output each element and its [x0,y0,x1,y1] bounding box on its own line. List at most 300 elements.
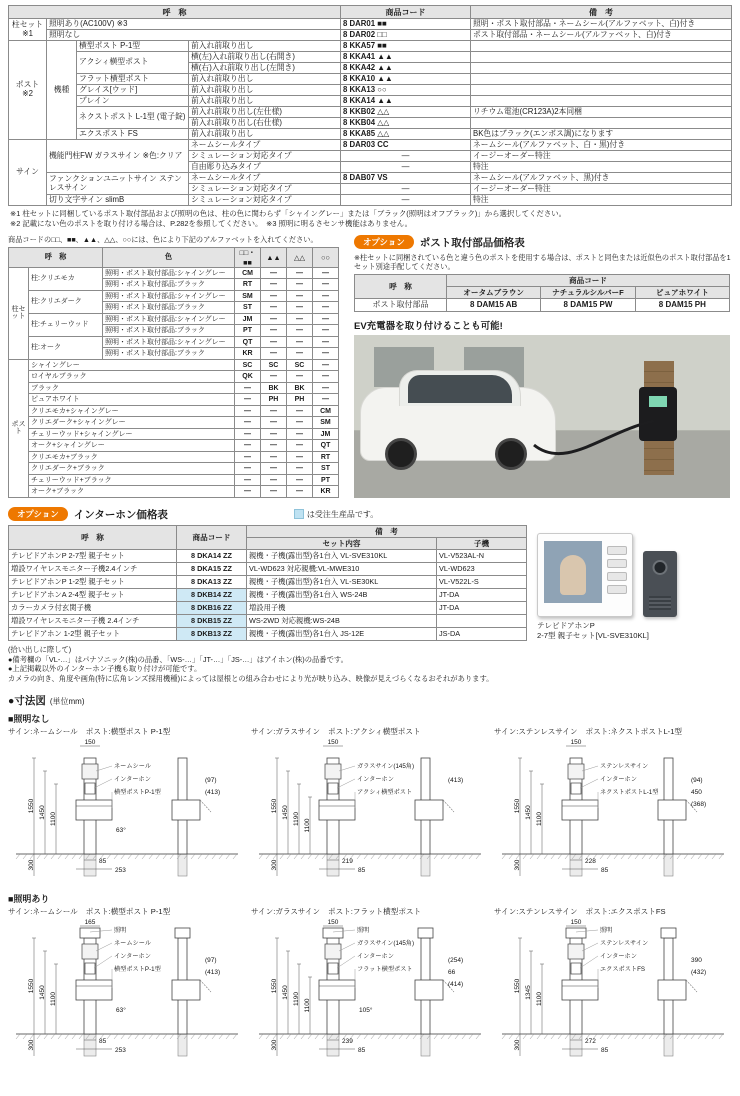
svg-text:インターホン: インターホン [600,953,637,961]
table-cell: シミュレーション対応タイプ [189,151,341,162]
interphone-table [8,525,527,641]
spec-row [9,52,732,63]
table-cell: ― [235,463,261,475]
table-cell: QT [235,336,261,348]
doorphone-monitor-image [537,533,633,617]
option-badge: オプション [354,235,414,249]
table-cell: VL-WD623 [437,562,527,575]
table-cell: エクスポスト FS [77,129,189,140]
table-cell: テレビドアホンP 2-7型 親子セット [9,549,177,562]
table-cell: ― [235,417,261,429]
post-dimension-drawing [494,918,732,1068]
spec-row [9,85,732,96]
parts-color-ab: オータムブラウン [447,286,541,298]
table-cell: ― [313,382,339,394]
table-cell: 8 DAB07 VS [341,173,471,184]
svg-text:450: 450 [691,789,702,797]
table-cell: SM [313,417,339,429]
svg-text:63°: 63° [116,827,126,835]
camera-lens [653,560,668,575]
table-cell: クリエダーク+シャイングレー [29,417,235,429]
option-parts-block [354,235,732,498]
table-cell: ― [261,474,287,486]
parts-row-label: ポスト取付部品 [355,298,447,311]
note-line: ●上記掲載以外のインターホン子機も取り付けが可能です。 [8,664,202,674]
caption-sign: サイン:ネームシール [8,907,78,917]
table-cell: 8 KKB04 △△ [341,118,471,129]
table-cell: カラーカメラ付玄関子機 [9,601,177,614]
table-cell: 8 KKB02 △△ [341,107,471,118]
svg-text:1100: 1100 [304,998,311,1013]
iph-header-sub: 子機 [437,537,527,549]
table-cell: ― [287,336,313,348]
table-cell: フラット横型ポスト [77,74,189,85]
table-cell: テレビドアホンP 1-2型 親子セット [9,575,177,588]
diagram-caption [8,726,246,737]
interphone-header-row [9,525,527,537]
table-cell: ― [341,162,471,173]
diagram-caption [494,726,732,737]
table-cell: ファンクションユニットサイン ステンレスサイン [47,173,189,195]
table-cell: シミュレーション対応タイプ [189,195,341,206]
svg-text:1450: 1450 [525,805,532,820]
door-station-image [643,551,677,617]
svg-text:300: 300 [514,1039,521,1051]
interphone-photo-caption [537,621,732,641]
table-cell: 8 KKA10 ▲▲ [341,74,471,85]
table-cell: BK色はブラック(エンボス調)になります [471,129,732,140]
table-cell [471,41,732,52]
car-cabin [399,370,521,406]
svg-text:150: 150 [570,739,582,747]
group-label-with-light: ■照明あり [8,894,50,905]
color-row [9,428,339,440]
spec-header-remarks: 備 考 [471,6,732,19]
table-cell [471,52,732,63]
color-table-intro: 商品コードの□□、■■、▲▲、△△、○○には、色により下記のアルファベットを入れてください。 [8,234,318,244]
svg-text:照明: 照明 [357,927,370,935]
spec-row [9,96,732,107]
table-cell: 照明・ポスト取付部品:シャイングレー [103,290,235,302]
dimension-diagram [251,906,489,1068]
table-cell: 親機・子機(露出型)各1台入 VL-SVE310KL [247,549,437,562]
ev-charger-photo [354,335,730,498]
spec-row [9,74,732,85]
svg-text:(254): (254) [448,957,464,965]
caption-sign: サイン:ステンレスサイン [494,727,578,737]
svg-text:(368): (368) [691,801,707,809]
caption-sign: サイン:ガラスサイン [251,727,321,737]
svg-text:150: 150 [327,919,339,927]
svg-text:300: 300 [514,859,521,871]
table-cell [471,96,732,107]
table-cell: RT [313,451,339,463]
spec-row [9,41,732,52]
monitor-buttons [607,546,627,602]
svg-text:390: 390 [691,957,702,965]
option-parts-title: ポスト取付部品価格表 [419,236,525,249]
color-header-tri2: △△ [287,247,313,267]
visitor-silhouette [560,555,586,595]
diagram-row-no-light [8,726,732,888]
order-color-swatch [294,509,304,519]
svg-text:アクシィ横型ポスト: アクシィ横型ポスト [357,789,413,797]
table-cell: 親機・子機(露出型)各1台入 WS-24B [247,588,437,601]
svg-text:エクスポストFS: エクスポストFS [600,966,645,974]
table-cell: ― [313,359,339,371]
footnote-2: ※2 記載にない色のポストを取り付ける場合は、P.282を参照してください。 ※3 照明に明るさセンサ機能はありません。 [10,218,412,228]
svg-text:1550: 1550 [271,798,278,814]
table-cell: VL-V522L-S [437,575,527,588]
table-cell: ― [313,325,339,337]
color-header-tri: ▲▲ [261,247,287,267]
caption-post: ポスト:アクシィ横型ポスト [328,727,421,737]
table-cell: ネームシールタイプ [189,173,341,184]
table-cell: SC [235,359,261,371]
table-cell: 機能門柱FW ガラスサイン ※色:クリア [47,140,189,173]
iph-header-remarks: 備 考 [247,525,527,537]
svg-text:ステンレスサイン: ステンレスサイン [600,763,649,771]
parts-code-ab: 8 DAM15 AB [447,298,541,311]
table-cell: JT-DA [437,601,527,614]
table-cell: 8 DKA13 ZZ [177,575,247,588]
interphone-row [9,627,527,640]
table-cell [471,85,732,96]
table-cell: 8 KKA57 ■■ [341,41,471,52]
table-cell: ― [261,451,287,463]
table-cell [437,614,527,627]
iph-header-name: 呼 称 [9,525,177,549]
svg-text:272: 272 [585,1038,596,1046]
car-wheel [385,438,417,470]
spec-row [9,129,732,140]
table-cell: オーク+シャイングレー [29,440,235,452]
table-cell: ― [261,463,287,475]
table-cell: CM [313,405,339,417]
svg-text:85: 85 [358,1047,366,1055]
caption-post: ポスト:横型ポスト P-1型 [85,907,171,917]
svg-text:63°: 63° [116,1007,126,1015]
interphone-row [9,614,527,627]
svg-text:ガラスサイン(145角): ガラスサイン(145角) [357,940,415,948]
post-dimension-drawing [8,738,246,888]
table-cell: ― [235,440,261,452]
table-cell: ― [261,302,287,314]
table-cell: ― [313,290,339,302]
table-cell: JM [313,428,339,440]
table-cell: 柱:クリエモカ [29,267,103,290]
dimension-diagram [494,906,732,1068]
table-cell: PT [313,474,339,486]
interphone-row [9,601,527,614]
table-cell: ― [313,348,339,360]
svg-text:66: 66 [448,969,456,977]
table-cell: 柱:オーク [29,336,103,359]
parts-code-ph: 8 DAM15 PH [635,298,729,311]
table-cell: クリエダーク+ブラック [29,463,235,475]
color-row [9,474,339,486]
svg-text:1450: 1450 [282,805,289,820]
svg-text:150: 150 [570,919,582,927]
table-cell: 横(左)入れ前取り出し(右開き) [189,52,341,63]
svg-text:300: 300 [271,1039,278,1051]
color-row [9,440,339,452]
table-cell: ポスト取付部品・ネームシール(アルファベット、白)付き [471,30,732,41]
table-cell: ― [287,440,313,452]
dimension-diagram [494,726,732,888]
svg-text:85: 85 [601,1047,609,1055]
table-cell: 8 DKB13 ZZ [177,627,247,640]
spec-row [9,173,732,184]
table-cell: KR [313,486,339,498]
ev-note: EV充電器を取り付けることも可能! [354,320,503,332]
dimension-diagram [251,726,489,888]
table-cell: ポスト ※2 [9,41,47,140]
table-cell: 柱:クリエダーク [29,290,103,313]
color-row [9,359,339,371]
interphone-section [8,507,732,684]
table-cell: ― [235,428,261,440]
caption-post: ポスト:ネクストポストL-1型 [585,727,683,737]
svg-text:85: 85 [601,867,609,875]
svg-text:1190: 1190 [293,992,300,1007]
table-cell: ― [261,417,287,429]
svg-text:1450: 1450 [39,985,46,1000]
svg-text:239: 239 [342,1038,353,1046]
table-cell: RT [235,279,261,291]
table-cell: 8 DKB16 ZZ [177,601,247,614]
option-parts-note: ※柱セットに同梱されている色と違う色のポストを使用する場合は、ポストと同色または近似色のポスト取付部品を1セット別途手配してください。 [354,252,731,272]
color-row [9,267,339,279]
color-header-color: 色 [103,247,235,267]
svg-text:インターホン: インターホン [114,953,151,961]
svg-text:300: 300 [28,1039,35,1051]
table-cell: ― [287,405,313,417]
table-cell: 照明・ポスト取付部品:ブラック [103,325,235,337]
table-cell: ピュアホワイト [29,394,235,406]
svg-text:フラット横型ポスト: フラット横型ポスト [357,966,413,974]
table-cell: ネクストポスト L-1型 (電子錠) [77,107,189,129]
made-to-order-legend [294,509,378,520]
svg-text:85: 85 [358,867,366,875]
svg-text:(97): (97) [205,777,217,785]
table-cell: ― [287,451,313,463]
table-cell: ― [261,290,287,302]
table-cell: ― [287,417,313,429]
table-cell: ― [313,279,339,291]
table-cell: WS-2WD 対応親機:WS-24B [247,614,437,627]
charging-cable [504,401,654,491]
dimension-unit: (単位mm) [49,697,85,707]
table-cell: プレイン [77,96,189,107]
table-cell: 柱セット ※1 [9,19,47,41]
spec-row [9,195,732,206]
svg-text:1550: 1550 [271,978,278,994]
table-cell: チェリーウッド+シャイングレー [29,428,235,440]
table-cell: ― [287,474,313,486]
svg-text:85: 85 [99,1038,107,1046]
color-header-sq: □□・■■ [235,247,261,267]
table-cell: ― [287,313,313,325]
parts-code-pw: 8 DAM15 PW [541,298,635,311]
svg-text:横型ポストP-1型: 横型ポストP-1型 [114,966,161,974]
caption-post: ポスト:フラット横型ポスト [328,907,422,917]
table-cell: 特注 [471,162,732,173]
table-cell: ブラック [29,382,235,394]
table-cell: チェリーウッド+ブラック [29,474,235,486]
table-cell: ― [313,267,339,279]
svg-text:(94): (94) [691,777,703,785]
diagram-caption [251,726,489,737]
speaker-grille [649,596,671,610]
parts-color-pw: ナチュラルシルバーF [541,286,635,298]
table-cell: 照明・ポスト取付部品:ブラック [103,279,235,291]
car-window [408,375,512,403]
table-cell: 増設ワイヤレスモニター子機 2.4インチ [9,614,177,627]
table-cell: 8 KKA41 ▲▲ [341,52,471,63]
table-cell: ― [235,486,261,498]
table-cell: 前入れ前取り出し [189,41,341,52]
table-cell: PH [261,394,287,406]
table-cell: 横(右)入れ前取り出し(左開き) [189,63,341,74]
table-cell: 親機・子機(露出型)各1台入 VL-SE30KL [247,575,437,588]
table-cell: ― [261,267,287,279]
table-cell: ― [287,290,313,302]
svg-text:1550: 1550 [514,798,521,814]
color-header-name: 呼 称 [9,247,103,267]
table-cell: 照明・ポスト取付部品:ブラック [103,348,235,360]
table-cell: シミュレーション対応タイプ [189,184,341,195]
spec-price-table [8,5,732,206]
table-cell: 前入れ前取り出し [189,96,341,107]
table-cell: ― [261,371,287,383]
svg-text:照明: 照明 [114,927,127,935]
color-row [9,405,339,417]
table-cell: 8 DKA15 ZZ [177,562,247,575]
interphone-notes [8,645,732,684]
svg-text:1100: 1100 [304,818,311,833]
diagram-caption [251,906,489,917]
table-cell: PH [287,394,313,406]
dimension-diagram [8,906,246,1068]
svg-text:1450: 1450 [282,985,289,1000]
svg-text:300: 300 [28,859,35,871]
table-cell: シャイングレー [29,359,235,371]
table-cell: オーク+ブラック [29,486,235,498]
parts-code-row [355,298,730,311]
svg-text:(414): (414) [448,981,464,989]
table-cell: 8 DAR01 ■■ [341,19,471,30]
interphone-row [9,562,527,575]
table-cell: ― [235,474,261,486]
svg-text:インターホン: インターホン [357,776,394,784]
parts-color-ph: ピュアホワイト [635,286,729,298]
svg-text:(97): (97) [205,957,217,965]
color-header-row [9,247,339,267]
table-cell: VL-WD623 対応親機:VL-MWE310 [247,562,437,575]
table-cell: 照明・ポスト取付部品:シャイングレー [103,267,235,279]
table-cell: ― [287,486,313,498]
svg-text:ステンレスサイン: ステンレスサイン [600,940,649,948]
interphone-row [9,549,527,562]
table-cell: ― [341,195,471,206]
table-cell: クリエモカ+シャイングレー [29,405,235,417]
table-cell: ロイヤルブラック [29,371,235,383]
table-cell: ― [313,394,339,406]
caption-post: ポスト:エクスポストFS [585,907,666,917]
table-cell: ― [313,313,339,325]
table-cell: VL-V523AL-N [437,549,527,562]
caption-line-1: テレビドアホンP [537,620,595,630]
table-cell: イージーオーダー特注 [471,151,732,162]
table-cell: ― [287,348,313,360]
table-cell: BK [287,382,313,394]
color-row [9,451,339,463]
table-cell: BK [261,382,287,394]
color-row [9,336,339,348]
table-cell: リチウム電池(CR123A)2本同梱 [471,107,732,118]
table-cell: 機種 [47,41,77,140]
legend-text: は受注生産品です。 [306,509,379,519]
table-cell: PT [235,325,261,337]
table-cell: ― [313,371,339,383]
caption-sign: サイン:ステンレスサイン [494,907,578,917]
table-cell: 照明・ポスト取付部品:シャイングレー [103,313,235,325]
monitor-screen [544,541,602,603]
table-cell [471,118,732,129]
table-cell: ― [287,267,313,279]
spec-header-name: 呼 称 [9,6,341,19]
table-cell: 増設ワイヤレスモニター子機2.4インチ [9,562,177,575]
svg-text:1550: 1550 [514,978,521,994]
table-cell: イージーオーダー特注 [471,184,732,195]
table-cell: 8 KKA42 ▲▲ [341,63,471,74]
table-cell: CM [235,267,261,279]
table-cell: クリエモカ+ブラック [29,451,235,463]
table-cell: ネームシールタイプ [189,140,341,151]
note-line: カメラの向き、角度や画角(特に広角レンズ採用機種)によっては屋根との組み合わせにより光が映り込み、映像が見えづらくなるおそれがあります。 [8,674,494,684]
color-row [9,313,339,325]
post-dimension-drawing [251,918,489,1068]
table-cell: ― [341,184,471,195]
table-cell: ― [261,440,287,452]
post-dimension-drawing [8,918,246,1068]
svg-text:インターホン: インターホン [114,776,151,784]
svg-text:ネクストポストL-1型: ネクストポストL-1型 [600,789,659,797]
diagram-caption [8,906,246,917]
svg-text:1190: 1190 [293,812,300,827]
iph-header-code: 商品コード [177,525,247,549]
svg-text:インターホン: インターホン [357,953,394,961]
spec-row [9,140,732,151]
table-cell: テレビドアホン 1-2型 親子セット [9,627,177,640]
caption-post: ポスト:横型ポスト P-1型 [85,727,171,737]
table-cell: ― [235,405,261,417]
svg-text:(413): (413) [205,969,221,977]
table-cell: ― [235,394,261,406]
table-cell: 8 DKA14 ZZ [177,549,247,562]
table-cell: 前入れ前取り出し(右仕様) [189,118,341,129]
interphone-row [9,575,527,588]
table-cell: 増設用子機 [247,601,437,614]
table-cell: 自由彫り込みタイプ [189,162,341,173]
diagram-caption [494,906,732,917]
svg-text:(413): (413) [205,789,221,797]
svg-text:ネームシール: ネームシール [114,763,152,771]
color-row [9,463,339,475]
group-label-no-light: ■照明なし [8,714,50,725]
diagram-row-with-light [8,906,732,1068]
